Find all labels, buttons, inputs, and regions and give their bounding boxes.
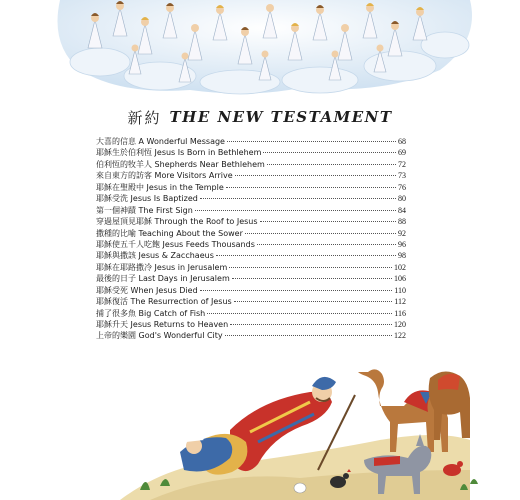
- dot-leader: [207, 313, 392, 314]
- toc-entry: [96, 228, 406, 239]
- toc-entry-page: 92: [398, 228, 406, 238]
- dot-leader: [234, 301, 393, 302]
- toc-entry-page: 96: [398, 239, 406, 249]
- toc-entry: [96, 147, 406, 158]
- toc-entry-title: 耶穌在耶路撒冷 Jesus in Jerusalem: [96, 262, 228, 272]
- dot-leader: [229, 267, 392, 268]
- toc-entry-page: 98: [398, 251, 406, 261]
- toc-entry-title: 穿過屋頂見耶穌 Through the Roof to Jesus: [96, 217, 258, 227]
- toc-entry-page: 73: [398, 171, 406, 181]
- dot-leader: [263, 152, 396, 153]
- dot-leader: [235, 175, 396, 176]
- toc-entry: [96, 319, 406, 330]
- toc-entry: [96, 273, 406, 284]
- toc-entry-page: 106: [394, 274, 406, 284]
- toc-entry: [96, 239, 406, 250]
- toc-entry-page: 102: [394, 262, 406, 272]
- dot-leader: [200, 198, 396, 199]
- dot-leader: [257, 244, 396, 245]
- dot-leader: [216, 255, 396, 256]
- toc-entry-title: 最後的日子 Last Days in Jerusalem: [96, 274, 230, 284]
- dot-leader: [260, 221, 396, 222]
- toc-entry: [96, 193, 406, 204]
- toc-entry-page: 76: [398, 182, 406, 192]
- toc-entry: [96, 330, 406, 341]
- toc-entry-title: 上帝的樂園 God's Wonderful City: [96, 331, 223, 341]
- toc-entry-title: 第一個神蹟 The First Sign: [96, 205, 193, 215]
- toc-entry-page: 120: [394, 320, 406, 329]
- heading-english: THE NEW TESTAMENT: [169, 108, 393, 126]
- toc-entry-title: 耶穌復活 The Resurrection of Jesus: [96, 297, 232, 307]
- toc-entry-page: 110: [394, 285, 406, 295]
- dot-leader: [230, 324, 392, 325]
- dot-leader: [232, 278, 392, 279]
- toc-entry-title: 大喜的信息 A Wonderful Message: [96, 137, 225, 146]
- angels-in-clouds-illustration: [0, 0, 520, 100]
- toc-entry-title: 耶穌使五千人吃飽 Jesus Feeds Thousands: [96, 239, 255, 249]
- toc-entry-title: 伯利恆的牧羊人 Shepherds Near Bethlehem: [96, 159, 265, 169]
- toc-entry-page: 122: [394, 331, 406, 341]
- dot-leader: [200, 290, 393, 291]
- toc-entry: [96, 308, 406, 319]
- toc-entry-title: 撒種的比喻 Teaching About the Sower: [96, 228, 243, 238]
- toc-entry: [96, 250, 406, 261]
- toc-entry: [96, 170, 406, 181]
- toc-entry-page: 84: [398, 205, 406, 215]
- toc-entry: [96, 262, 406, 273]
- toc-entry-title: 耶穌與撒該 Jesus & Zacchaeus: [96, 251, 214, 261]
- toc-entry-title: 耶穌受死 When Jesus Died: [96, 285, 198, 295]
- toc-entry: [96, 159, 406, 170]
- toc-entry-page: 116: [394, 308, 406, 318]
- toc-entry: [96, 296, 406, 307]
- dot-leader: [227, 141, 396, 142]
- toc-entry-title: 耶穌在聖殿中 Jesus in the Temple: [96, 182, 224, 192]
- section-heading: [0, 106, 520, 128]
- toc-entry-page: 80: [398, 194, 406, 204]
- toc-entry: [96, 216, 406, 227]
- table-of-contents: [96, 136, 406, 342]
- dot-leader: [267, 164, 396, 165]
- toc-entry-title: 耶穌生於伯利恆 Jesus Is Born in Bethlehem: [96, 148, 262, 158]
- toc-entry: [96, 205, 406, 216]
- toc-entry-title: 捕了很多魚 Big Catch of Fish: [96, 308, 206, 318]
- toc-entry-title: 來自東方的訪客 More Visitors Arrive: [96, 171, 233, 181]
- toc-entry: [96, 136, 406, 147]
- dot-leader: [226, 187, 396, 188]
- toc-entry: [96, 182, 406, 193]
- toc-entry-page: 69: [398, 148, 406, 158]
- travelers-illustration: [0, 360, 520, 500]
- toc-entry-title: 耶穌升天 Jesus Returns to Heaven: [96, 320, 229, 329]
- toc-entry: [96, 285, 406, 296]
- dot-leader: [225, 335, 392, 336]
- toc-entry-page: 68: [398, 137, 406, 146]
- toc-entry-title: 耶穌受洗 Jesus Is Baptized: [96, 194, 198, 204]
- camel-icon: [429, 371, 470, 440]
- toc-entry-page: 112: [394, 297, 406, 307]
- toc-entry-page: 72: [398, 159, 406, 169]
- toc-entry-page: 88: [398, 217, 406, 227]
- chicken-icon: [294, 483, 306, 493]
- heading-chinese: 新約: [127, 108, 162, 127]
- dot-leader: [195, 210, 396, 211]
- dot-leader: [245, 233, 396, 234]
